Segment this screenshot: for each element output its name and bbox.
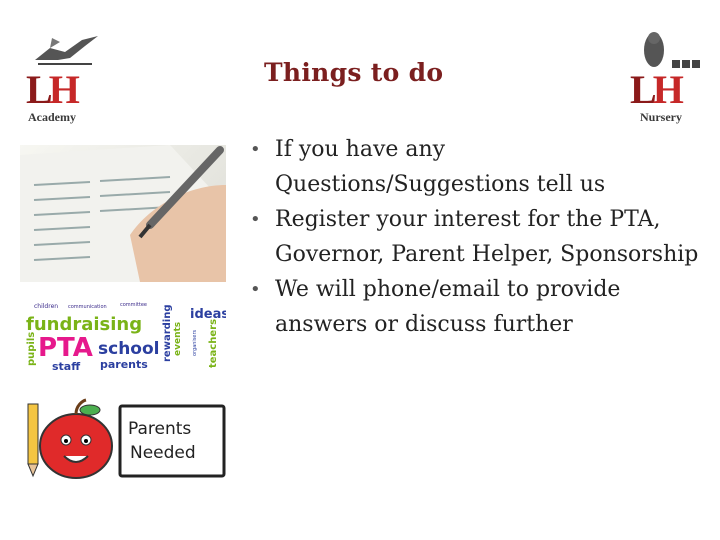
- svg-text:PTA: PTA: [38, 333, 93, 363]
- form-illustration: [20, 145, 226, 282]
- logo-word: Nursery: [640, 110, 682, 124]
- bullet-glyph: •: [250, 209, 261, 230]
- pta-word-collage: [20, 296, 226, 376]
- svg-text:children: children: [34, 303, 59, 310]
- svg-text:school: school: [98, 339, 160, 359]
- svg-text:fundraising: fundraising: [26, 314, 143, 335]
- svg-text:rewarding: rewarding: [162, 304, 173, 362]
- bullet-item: • Register your interest for the PTA, Governor, Parent Helper, Sponsorship: [250, 202, 700, 272]
- nursery-logo: [628, 30, 706, 125]
- bullet-item: • If you have any Questions/Suggestions tell us: [250, 132, 700, 202]
- svg-text:events: events: [173, 321, 183, 356]
- slide-title: Things to do: [264, 58, 444, 87]
- svg-text:ideas: ideas: [190, 307, 226, 322]
- svg-text:committee: committee: [120, 302, 148, 308]
- svg-text:teachers: teachers: [208, 318, 219, 368]
- bullet-list: [250, 132, 700, 342]
- svg-text:organisers: organisers: [192, 329, 198, 356]
- parents-needed-illustration: [20, 396, 226, 496]
- parents-needed-image: [20, 396, 226, 496]
- svg-text:Needed: Needed: [130, 443, 196, 463]
- academy-logo: [24, 30, 102, 125]
- logo-lh-mark: LH: [630, 67, 680, 112]
- svg-text:staff: staff: [52, 360, 81, 373]
- bullet-item: • We will phone/email to provide answers or discuss further: [250, 272, 700, 342]
- logo-word: Academy: [28, 110, 76, 124]
- svg-text:parents: parents: [100, 358, 148, 371]
- svg-text:Parents: Parents: [128, 419, 192, 439]
- form-writing-image: [20, 145, 226, 282]
- bullet-glyph: •: [250, 279, 261, 300]
- bird-icon: [30, 30, 100, 70]
- bullet-glyph: •: [250, 139, 261, 160]
- svg-text:pupils: pupils: [26, 331, 37, 366]
- logo-lh-mark: LH: [26, 67, 76, 112]
- svg-text:communication: communication: [68, 304, 107, 310]
- collage-illustration: [20, 296, 226, 376]
